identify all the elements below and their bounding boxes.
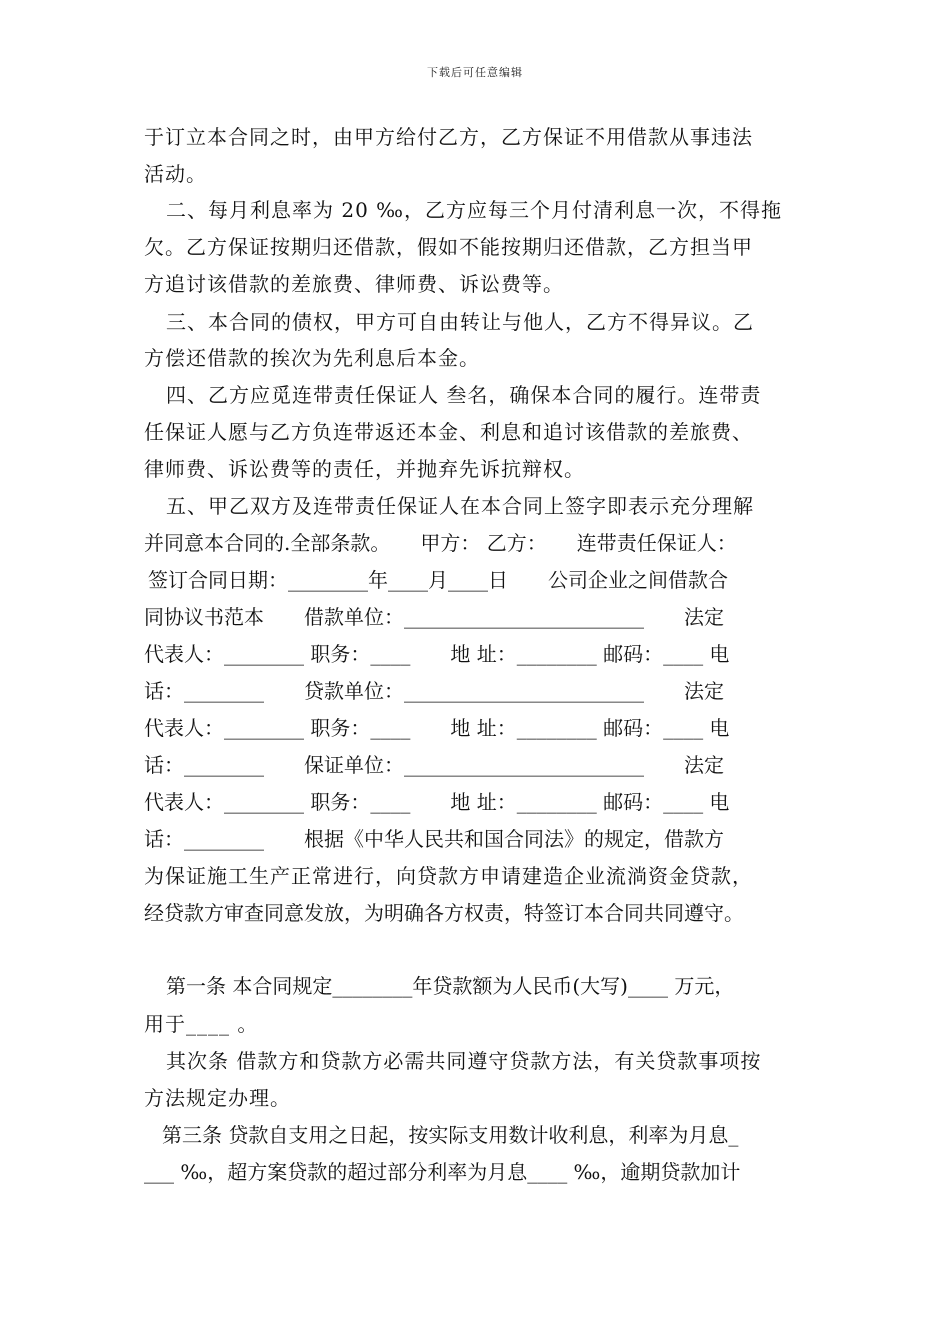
text-line: 于订立本合同之时，由甲方给付乙方，乙方保证不用借款从事违法 bbox=[144, 125, 753, 149]
text-line: 第三条 贷款自支用之日起，按实际支用数计收利息，利率为月息_ bbox=[162, 1123, 739, 1147]
text-line: 二、每月利息率为 20 ‰，乙方应每三个月付清利息一次，不得拖 bbox=[166, 198, 782, 222]
text-line: 律师费、诉讼费等的责任，并抛弃先诉抗辩权。 bbox=[144, 457, 585, 481]
text-line: 同协议书范本 借款单位：________________________ 法定 bbox=[144, 605, 724, 629]
text-line: 方偿还借款的挨次为先利息后本金。 bbox=[144, 346, 480, 370]
text-line: 四、乙方应觅连带责任保证人 叁名，确保本合同的履行。连带责 bbox=[166, 383, 762, 407]
text-line: 经贷款方审查同意发放，为明确各方权责，特签订本合同共同遵守。 bbox=[144, 901, 744, 925]
text-line: 代表人：________ 职务：____ 地 址：________ 邮码：____ 电 bbox=[144, 716, 730, 740]
text-line: 五、甲乙双方及连带责任保证人在本合同上签字即表示充分理解 bbox=[166, 494, 754, 518]
text-line: 为保证施工生产正常进行，向贷款方申请建造企业流淌资金贷款， bbox=[144, 864, 753, 888]
text-line: 话：________ 贷款单位：________________________ 法定 bbox=[144, 679, 724, 703]
text-line: 方追讨该借款的差旅费、律师费、诉讼费等。 bbox=[144, 272, 564, 296]
text-line: ___ ‰，超方案贷款的超过部分利率为月息____ ‰，逾期贷款加计 bbox=[144, 1160, 741, 1184]
text-line: 代表人：________ 职务：____ 地 址：________ 邮码：____ 电 bbox=[144, 642, 730, 666]
text-line: 签订合同日期：________年____月____日 公司企业之间借款合 bbox=[148, 568, 728, 592]
text-line: 第一条 本合同规定________年贷款额为人民币(大写)____ 万元， bbox=[166, 974, 735, 998]
text-line: 话：________ 保证单位：________________________ 法定 bbox=[144, 753, 724, 777]
text-line: 活动。 bbox=[144, 162, 207, 186]
text-line: 方法规定办理。 bbox=[144, 1086, 291, 1110]
text-line: 任保证人愿与乙方负连带返还本金、利息和追讨该借款的差旅费、 bbox=[144, 420, 753, 444]
page-header: 下载后可任意编辑 bbox=[427, 66, 523, 79]
text-line: 欠。乙方保证按期归还借款，假如不能按期归还借款，乙方担当甲 bbox=[144, 235, 753, 259]
text-line: 并同意本合同的.全部条款。 甲方： 乙方： 连带责任保证人： bbox=[144, 531, 737, 555]
text-line: 代表人：________ 职务：____ 地 址：________ 邮码：____ 电 bbox=[144, 790, 730, 814]
text-line: 话：________ 根据《中华人民共和国合同法》的规定，借款方 bbox=[144, 827, 724, 851]
text-line: 三、本合同的债权，甲方可自由转让与他人，乙方不得异议。乙 bbox=[166, 310, 754, 334]
text-line: 用于____ 。 bbox=[144, 1012, 259, 1036]
text-line: 其次条 借款方和贷款方必需共同遵守贷款方法，有关贷款事项按 bbox=[166, 1049, 762, 1073]
